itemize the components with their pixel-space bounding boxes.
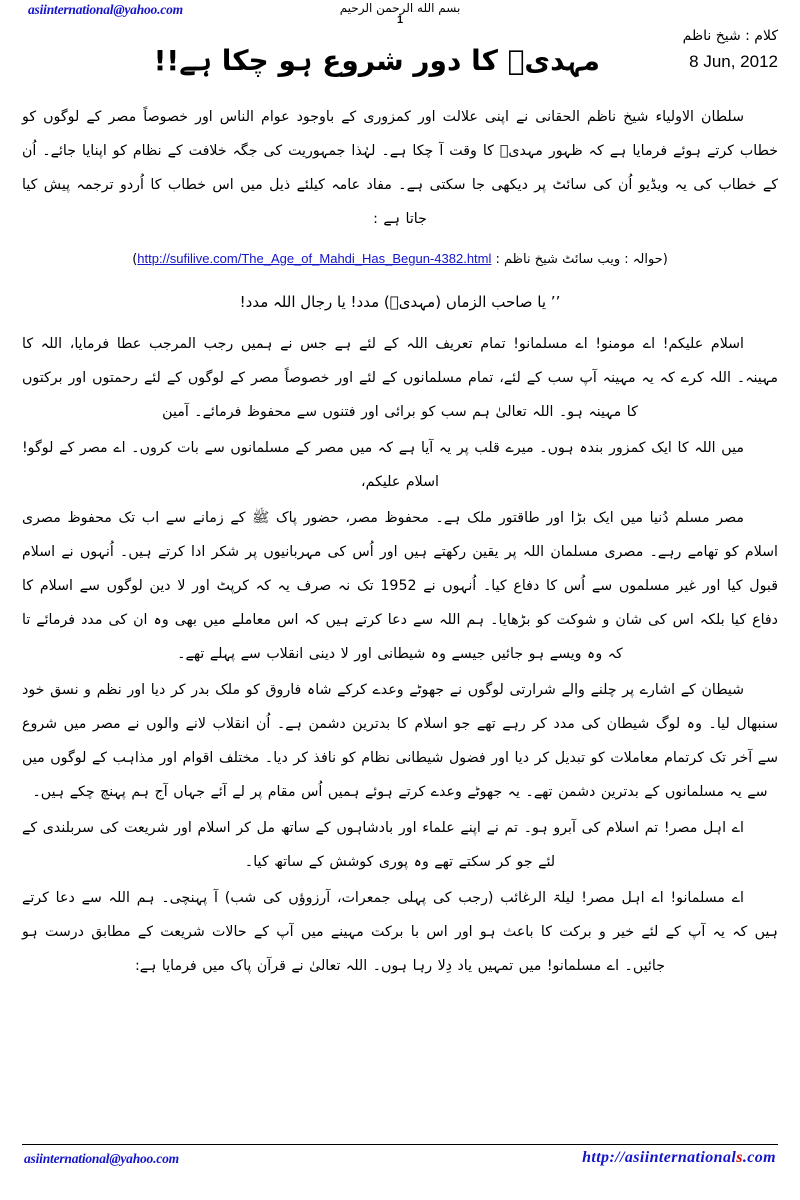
intro-paragraph: سلطان الاولیاء شیخ ناظم الحقانی نے اپنی علالت اور کمزوری کے باوجود عوام الناس اور خصوصاً مصر کے لوگوں کو خطاب کرتے ہوئے فرمایا ہے کہ ظہور مہدیؑ کا وقت آ چکا ہے۔ لہٰذا جمہوریت کی جگہ خلافت کے نظام کو اپنایا جائے۔ اُن کے خطاب کی یہ ویڈیو اُن کی سائٹ پر دیکھی جا سکتی ہے۔ مفاد عامہ کیلئے ذیل میں اس خطاب کا اُردو ترجمہ پیش کیا جاتا ہے : [22, 109, 778, 227]
reference-suffix-label: ) [132, 252, 138, 267]
footer-url-prefix: http://asiinternational [582, 1149, 737, 1166]
footer-divider [22, 1144, 778, 1145]
opening-invocation: ’’ یا صاحب الزماں (مہدیؑ) مدد! یا رجال اللہ مدد! [239, 293, 561, 311]
source-reference [22, 244, 778, 275]
footer-content-row [22, 1149, 778, 1171]
reference-prefix-label: (حوالہ : ویب سائٹ شیخ ناظم : [491, 252, 668, 267]
page-number: 1 [396, 14, 404, 26]
body-paragraph-5: اے اہل مصر! تم اسلام کی آبرو ہو۔ تم نے اپنے علماء اور بادشاہوں کے ساتھ مل کر اسلام اور شریعت کی سربلندی کے لئے جو کر سکتے تھے وہ پوری کوشش کے ساتھ کیا۔ [22, 820, 744, 870]
body-paragraph-6: اے مسلمانو! اے اہل مصر! لیلۃ الرغائب (رجب کی پہلی جمعرات، آرزوؤں کی شب) آ پہنچی۔ ہم اللہ سے دعا کرتے ہیں کہ یہ آپ کے لئے خیر و برکت کا باعث ہو اور اس با برکت مہینے میں آپ کے حالات شریعت کے مطابق درست ہو جائیں۔ اے مسلمانو! میں تمہیں یاد دِلا رہا ہوں۔ اللہ تعالیٰ نے قرآن پاک میں فرمایا ہے: [22, 890, 778, 974]
body-paragraph-2: میں اللہ کا ایک کمزور بندہ ہوں۔ میرے قلب پر یہ آیا ہے کہ میں مصر کے مسلمانوں سے بات کروں۔ اے مصر کے لوگو! اسلام علیکم، [22, 440, 744, 490]
body-paragraph-1: اسلام علیکم! اے مومنو! اے مسلمانو! تمام تعریف اللہ کے لئے ہے جس نے ہمیں رجب المرجب عطا فرمایا، اللہ کا مہینہ۔ اللہ کرے کہ یہ مہینہ آپ سب کے لئے، تمام مسلمانوں کے لئے اور خصوصاً مصر کے لوگوں کے لئے رحمتوں اور برکتوں کا مہینہ ہو۔ اللہ تعالیٰ ہم سب کو برائی اور فتنوں سے محفوظ فرمائے۔ آمین [22, 336, 778, 420]
footer-website-url[interactable] [582, 1149, 776, 1167]
body-paragraph-3: مصر مسلم دُنیا میں ایک بڑا اور طاقتور ملک ہے۔ محفوظ مصر، حضور پاک ﷺ کے زمانے سے اب تک محفوظ مصری اسلام کو تھامے رہے۔ مصری مسلمان اللہ پر یقین رکھتے ہیں اور اُس کی مہربانیوں پر شکر ادا کرتے ہیں۔ اُنہوں نے اسلام قبول کیا اور غیر مسلموں سے اُس کا دفاع کیا۔ اُنہوں نے 1952 تک نہ صرف یہ کہ کرپٹ اور لا دین لوگوں سے اسلام کا دفاع کیا بلکہ اس کی شان و شوکت کو بڑھایا۔ ہم اللہ سے دعا کرتے ہیں کہ اس معاملے میں بھی وہ ان کی مدد فرمائے تا کہ وہ ویسے ہو جائیں جیسے وہ شیطانی اور لا دینی انقلاب سے پہلے تھے۔ [22, 510, 778, 662]
source-url-link[interactable]: http://sufilive.com/The_Age_of_Mahdi_Has_Begun-4382.html [137, 251, 492, 266]
document-title: مہدیؑ کا دور شروع ہو چکا ہے!! [153, 44, 600, 77]
body-paragraph-4: شیطان کے اشارے پر چلنے والے شرارتی لوگوں نے جھوٹے وعدے کرکے شاہ فاروق کو ملک بدر کر دیا اور نظم و نسق خود سنبھال لیا۔ وہ لوگ شیطان کی مدد کر رہے تھے جو اسلام کا بدترین دشمن ہے۔ اُن انقلاب لانے والوں نے مصر میں شروع سے آخر تک کرتمام معاملات کو تبدیل کر دیا اور فضول شیطانی نظام کو نافذ کر دیا۔ مختلف اقوام اور مذاہب کے لوگوں میں سے یہ مسلمانوں کے بدترین دشمن تھے۔ یہ جھوٹے وعدے کرتے ہوئے ہمیں اُس مقام پر لے آئے جہاں آج ہم پہنچ چکے ہیں۔ [22, 682, 778, 800]
bismillah-text: بسم الله الرحمن الرحيم [339, 1, 461, 15]
document-body [22, 100, 778, 1138]
author-attribution: کلام : شیخ ناظم [682, 28, 778, 44]
header-email-address[interactable]: asiinternational@yahoo.com [28, 2, 183, 17]
page-header [0, 0, 800, 96]
publication-date: 8 Jun, 2012 [689, 52, 778, 71]
footer-url-highlight-char: s [736, 1149, 743, 1166]
footer-url-suffix: .com [742, 1149, 776, 1166]
footer-email-address[interactable]: asiinternational@yahoo.com [24, 1151, 179, 1166]
page-footer [22, 1144, 778, 1184]
